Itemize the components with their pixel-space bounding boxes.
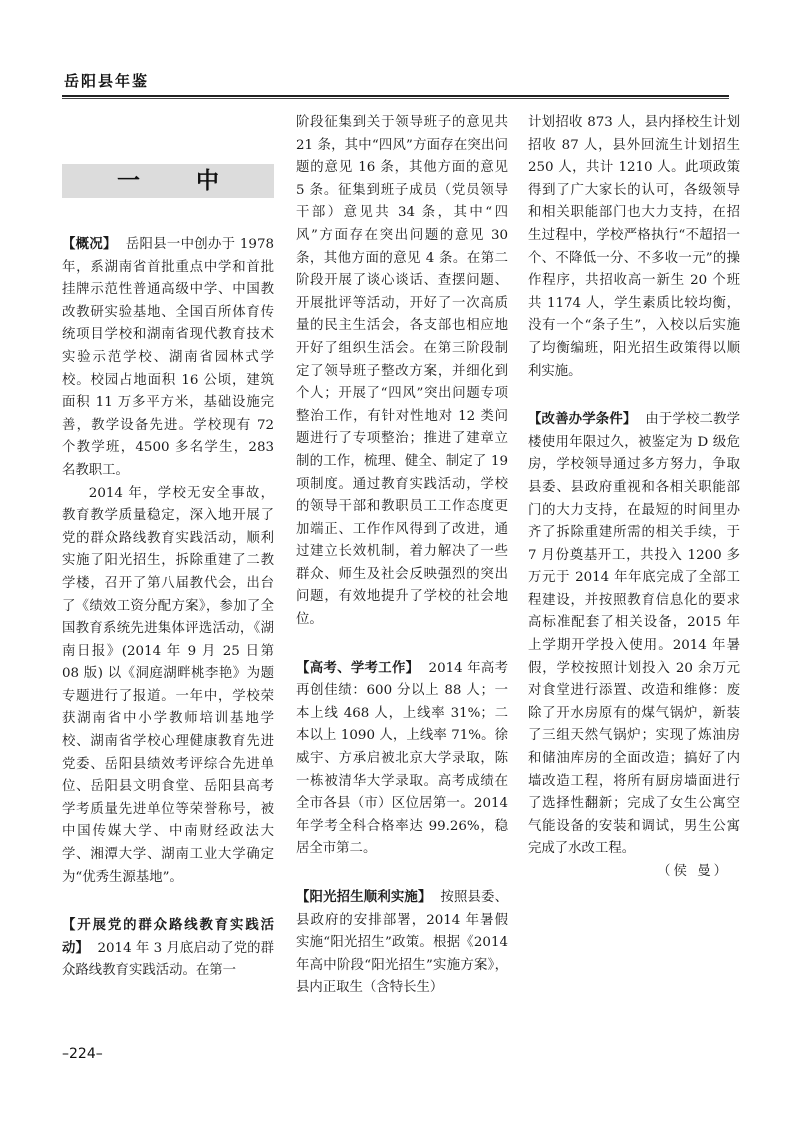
party-activity-text-start: 2014 年 3 月底启动了党的群众路线教育实践活动。在第一 — [62, 940, 274, 979]
section-title: 一 中 — [116, 167, 243, 194]
facilities-paragraph — [528, 409, 740, 861]
party-activity-paragraph — [62, 915, 274, 983]
section-title-banner — [62, 164, 274, 198]
running-header-title: 岳阳县年鉴 — [64, 72, 150, 90]
facilities-label: 【改善办学条件】 — [528, 412, 637, 428]
exam-label: 【高考、学考工作】 — [296, 660, 420, 676]
overview-text: 岳阳县一中创办于 1978 年，系湖南省首批重点中学和首批挂牌示范性普通高级中学、中国教改教研实验基地、全国百所体育传统项目学校和湖南省现代教育技术实验示范学校、湖南省园林式学校。校园占地面积 16 公顷，建筑面积 11 万多平方米，基础设施完善，教学设备先进。学校现有 72 个教学班，4500 多名学生，283 名教职工。 — [62, 237, 274, 478]
header-rule-thick — [62, 95, 729, 97]
enrollment-text-start: 按照县委、县政府的安排部署，2014 年暑假实施“阳光招生”政策。根据《2014 年高中阶段“阳光招生”实施方案》，县内正取生（含特长生） — [296, 890, 508, 996]
exam-text: 2014 年高考再创佳绩：600 分以上 88 人；一本上线 468 人，上线率 31%；二本以上 1090 人，上线率 71%。徐威宇、方承启被北京大学录取，陈一栋被清华大学录取。高考成绩在全市各县（市）区位居第一。2014 年学考全科合格率达 99.26%，稳居全市第二。 — [296, 660, 509, 857]
author-credit: （侯 曼） — [657, 864, 730, 879]
party-activity-text-cont: 阶段征集到关于领导班子的意见共 21 条，其中“四风”方面存在突出问题的意见 16 条，其他方面的意见 5 条。征集到班子成员（党员领导干部）意见共 34 条，其中“四风”方面存在突出问题的意见 30 条，其他方面的意见 4 条。在第二阶段开展了谈心谈话、查摆问题、开展批评等活动，开好了一次高质量的民主生活会，各支部也相应地开好了组织生活会。在第三阶段制定了领导班子整改方案，并细化到个人；开展了“四风”突出问题专项整治工作，有针对性地对 12 类问题进行了专项整治；推进了建章立制的工作，梳理、健全、制定了 19 项制度。通过教育实践活动，学校的领导干部和教职员工工作态度更加端正、工作作风得到了改进，通过建立长效机制，着力解决了一些群众、师生及社会反映强烈的突出问题，有效地提升了学校的社会地位。 — [296, 115, 508, 628]
party-activity-label: 【开展党的群众路线教育实践活动】 — [62, 918, 274, 956]
enrollment-text-cont: 计划招收 873 人，县内择校生计划招收 87 人，县外回流生计划招生 250 人，共计 1210 人。此项政策得到了广大家长的认可，各级领导和相关职能部门也大力支持，在招生过程中，学校严格执行“不超招一个、不降低一分、不多收一元”的操作程序，共招收高一新生 20 个班共 1174 人，学生素质比较均衡，没有一个“条子生”，入校以后实施了均衡编班，阳光招生政策得以顺利实施。 — [528, 115, 740, 379]
year-summary-paragraph: 2014 年，学校无安全事故，教育教学质量稳定，深入地开展了党的群众路线教育实践活动，顺利实施了阳光招生，拆除重建了二教学楼，召开了第八届教代会，出台了《绩效工资分配方案》，参加了全国教育系统先进集体评选活动，《湖南日报》(2014 年 9 月 25 日第 08 版) 以《洞庭湖畔桃李艳》为题专题进行了报道。一年中，学校荣获湖南省中小学教师培训基地学校、湖南省学校心理健康教育先进党委、岳阳县绩效考评综合先进单位、岳阳县文明食堂、岳阳县高考学考质量先进单位等荣誉称号，被中国传媒大学、中南财经政法大学、湘潭大学、湖南工业大学确定为“优秀生源基地”。 — [62, 485, 274, 885]
page-number: –224– — [62, 1046, 103, 1062]
facilities-text: 由于学校二教学楼使用年限过久，被鉴定为 D 级危房，学校领导通过多方努力，争取县委、县政府重视和各相关职能部门的大力支持，在最短的时间里办齐了拆除重建所需的相关手续，于 7 月份奠基开工，共投入 1200 多万元于 2014 年年底完成了全部工程建设，并按照教育信息化的要求高标准配套了相关设备，2015 年上学期开学投入使用。2014 年暑假，学校按照计划投入 20 余万元对食堂进行添置、改造和维修：废除了开水房原有的煤气锅炉，新装了三组天然气锅炉；实现了炼油房和储油库房的全面改造；搞好了内墙改造工程，将所有厨房墙面进行了选择性翻新；完成了女生公寓空气能设备的安装和调试，男生公寓完成了水改工程。 — [528, 412, 740, 857]
column-right — [528, 112, 740, 884]
column-middle — [296, 112, 508, 1000]
overview-paragraph — [62, 234, 274, 483]
enrollment-paragraph — [296, 887, 508, 1000]
column-left — [62, 116, 274, 983]
exam-paragraph — [296, 658, 508, 861]
overview-label: 【概况】 — [62, 237, 117, 252]
header-rule-thin — [62, 98, 729, 99]
enrollment-label: 【阳光招生顺利实施】 — [296, 890, 432, 905]
